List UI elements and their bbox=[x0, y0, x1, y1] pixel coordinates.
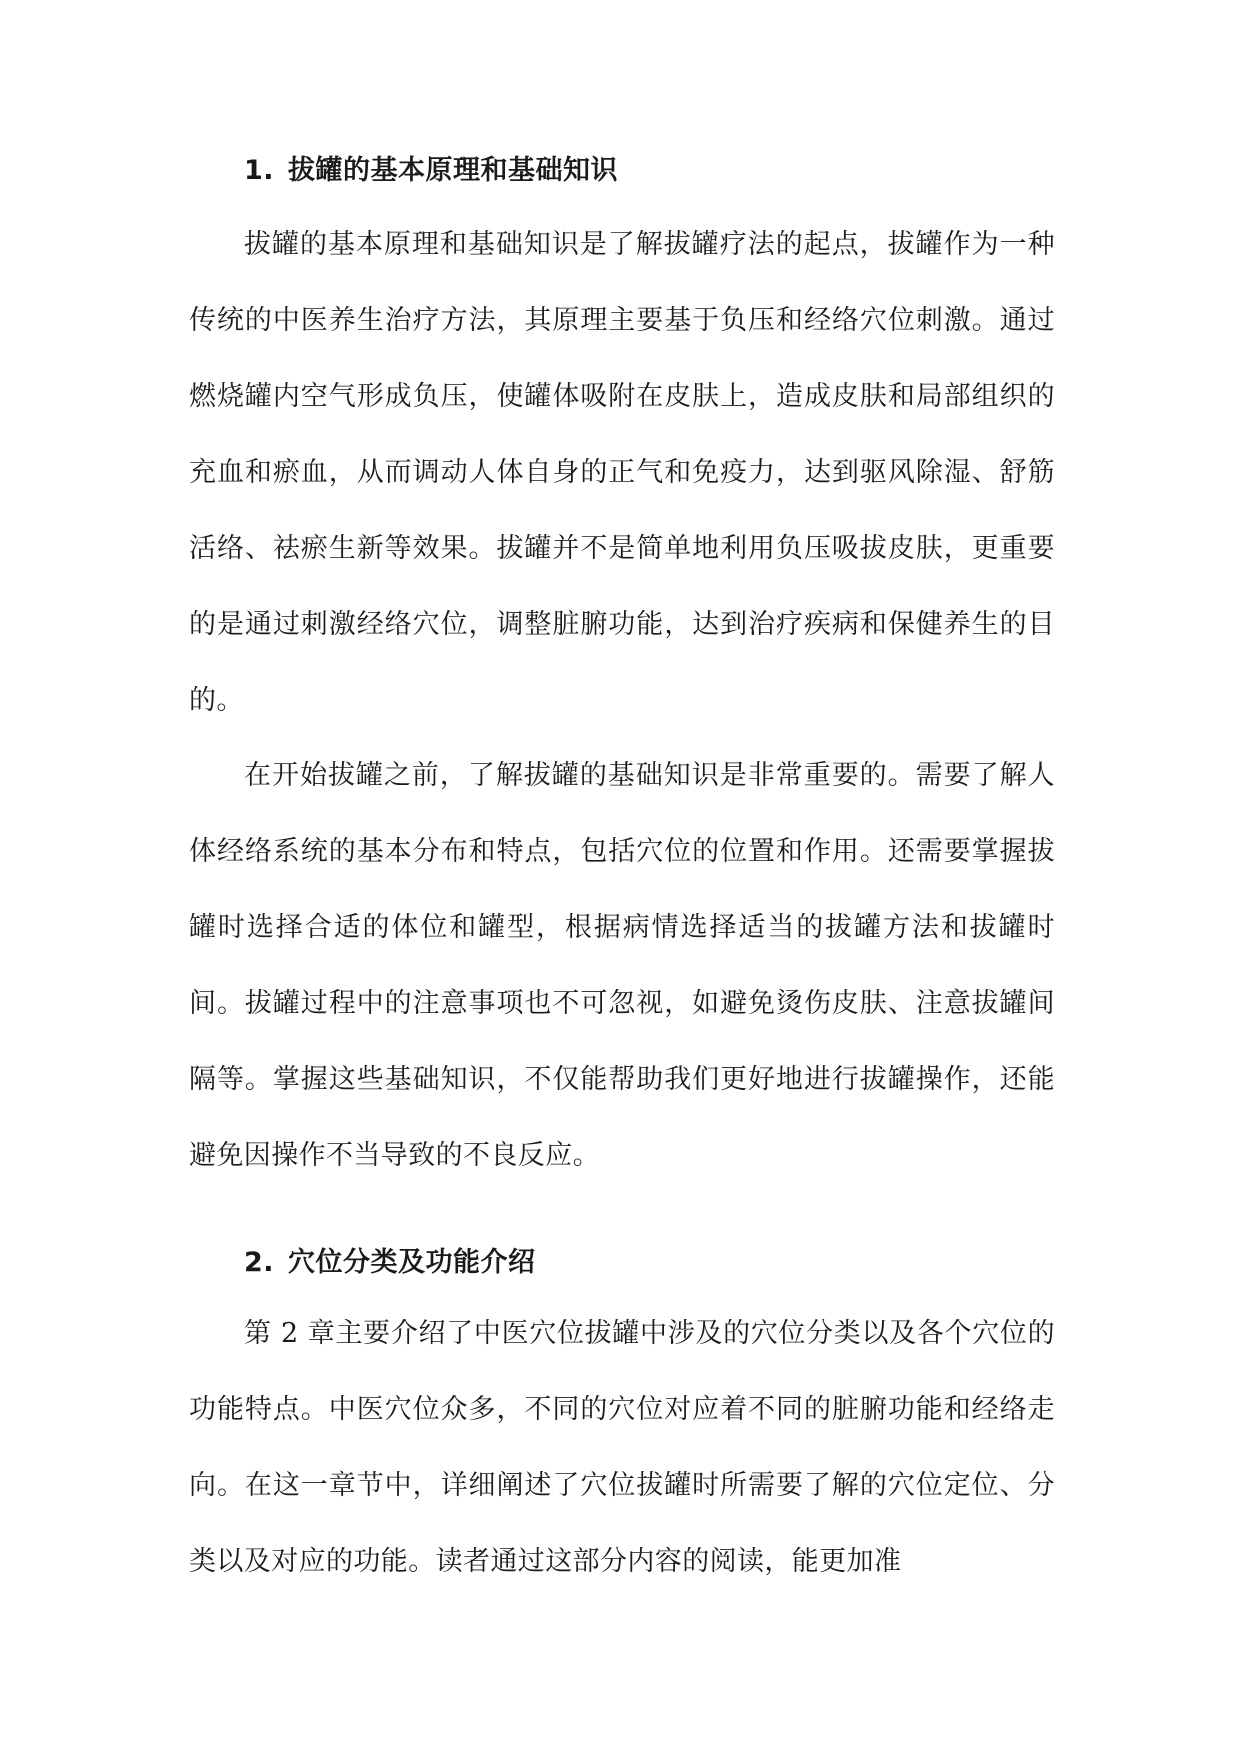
section-2-heading bbox=[244, 1243, 536, 1283]
section-1-paragraph-1: 拔罐的基本原理和基础知识是了解拔罐疗法的起点，拔罐作为一种传统的中医养生治疗方法，其原理主要基于负压和经络穴位刺激。通过燃烧罐内空气形成负压，使罐体吸附在皮肤上，造成皮肤和局部组织的充血和瘀血，从而调动人体自身的正气和免疫力，达到驱风除湿、舒筋活络、祛瘀生新等效果。拔罐并不是简单地利用负压吸拔皮肤，更重要的是通过刺激经络穴位，调整脏腑功能，达到治疗疾病和保健养生的目的。 bbox=[189, 229, 1055, 716]
section-1-heading bbox=[244, 151, 618, 191]
section-2-title: 穴位分类及功能介绍 bbox=[288, 1247, 536, 1278]
section-2-paragraph-1: 第 2 章主要介绍了中医穴位拔罐中涉及的穴位分类以及各个穴位的功能特点。中医穴位众多，不同的穴位对应着不同的脏腑功能和经络走向。在这一章节中，详细阐述了穴位拔罐时所需要了解的穴位定位、分类以及对应的功能。读者通过这部分内容的阅读，能更加准 bbox=[189, 1318, 1055, 1577]
section-2-number: 2. bbox=[244, 1247, 275, 1278]
section-1-paragraph-2: 在开始拔罐之前，了解拔罐的基础知识是非常重要的。需要了解人体经络系统的基本分布和特点，包括穴位的位置和作用。还需要掌握拔罐时选择合适的体位和罐型，根据病情选择适当的拔罐方法和拔罐时间。拔罐过程中的注意事项也不可忽视，如避免烫伤皮肤、注意拔罐间隔等。掌握这些基础知识，不仅能帮助我们更好地进行拔罐操作，还能避免因操作不当导致的不良反应。 bbox=[189, 760, 1055, 1171]
section-1-title: 拔罐的基本原理和基础知识 bbox=[288, 155, 619, 186]
section-1-number: 1. bbox=[244, 155, 275, 186]
